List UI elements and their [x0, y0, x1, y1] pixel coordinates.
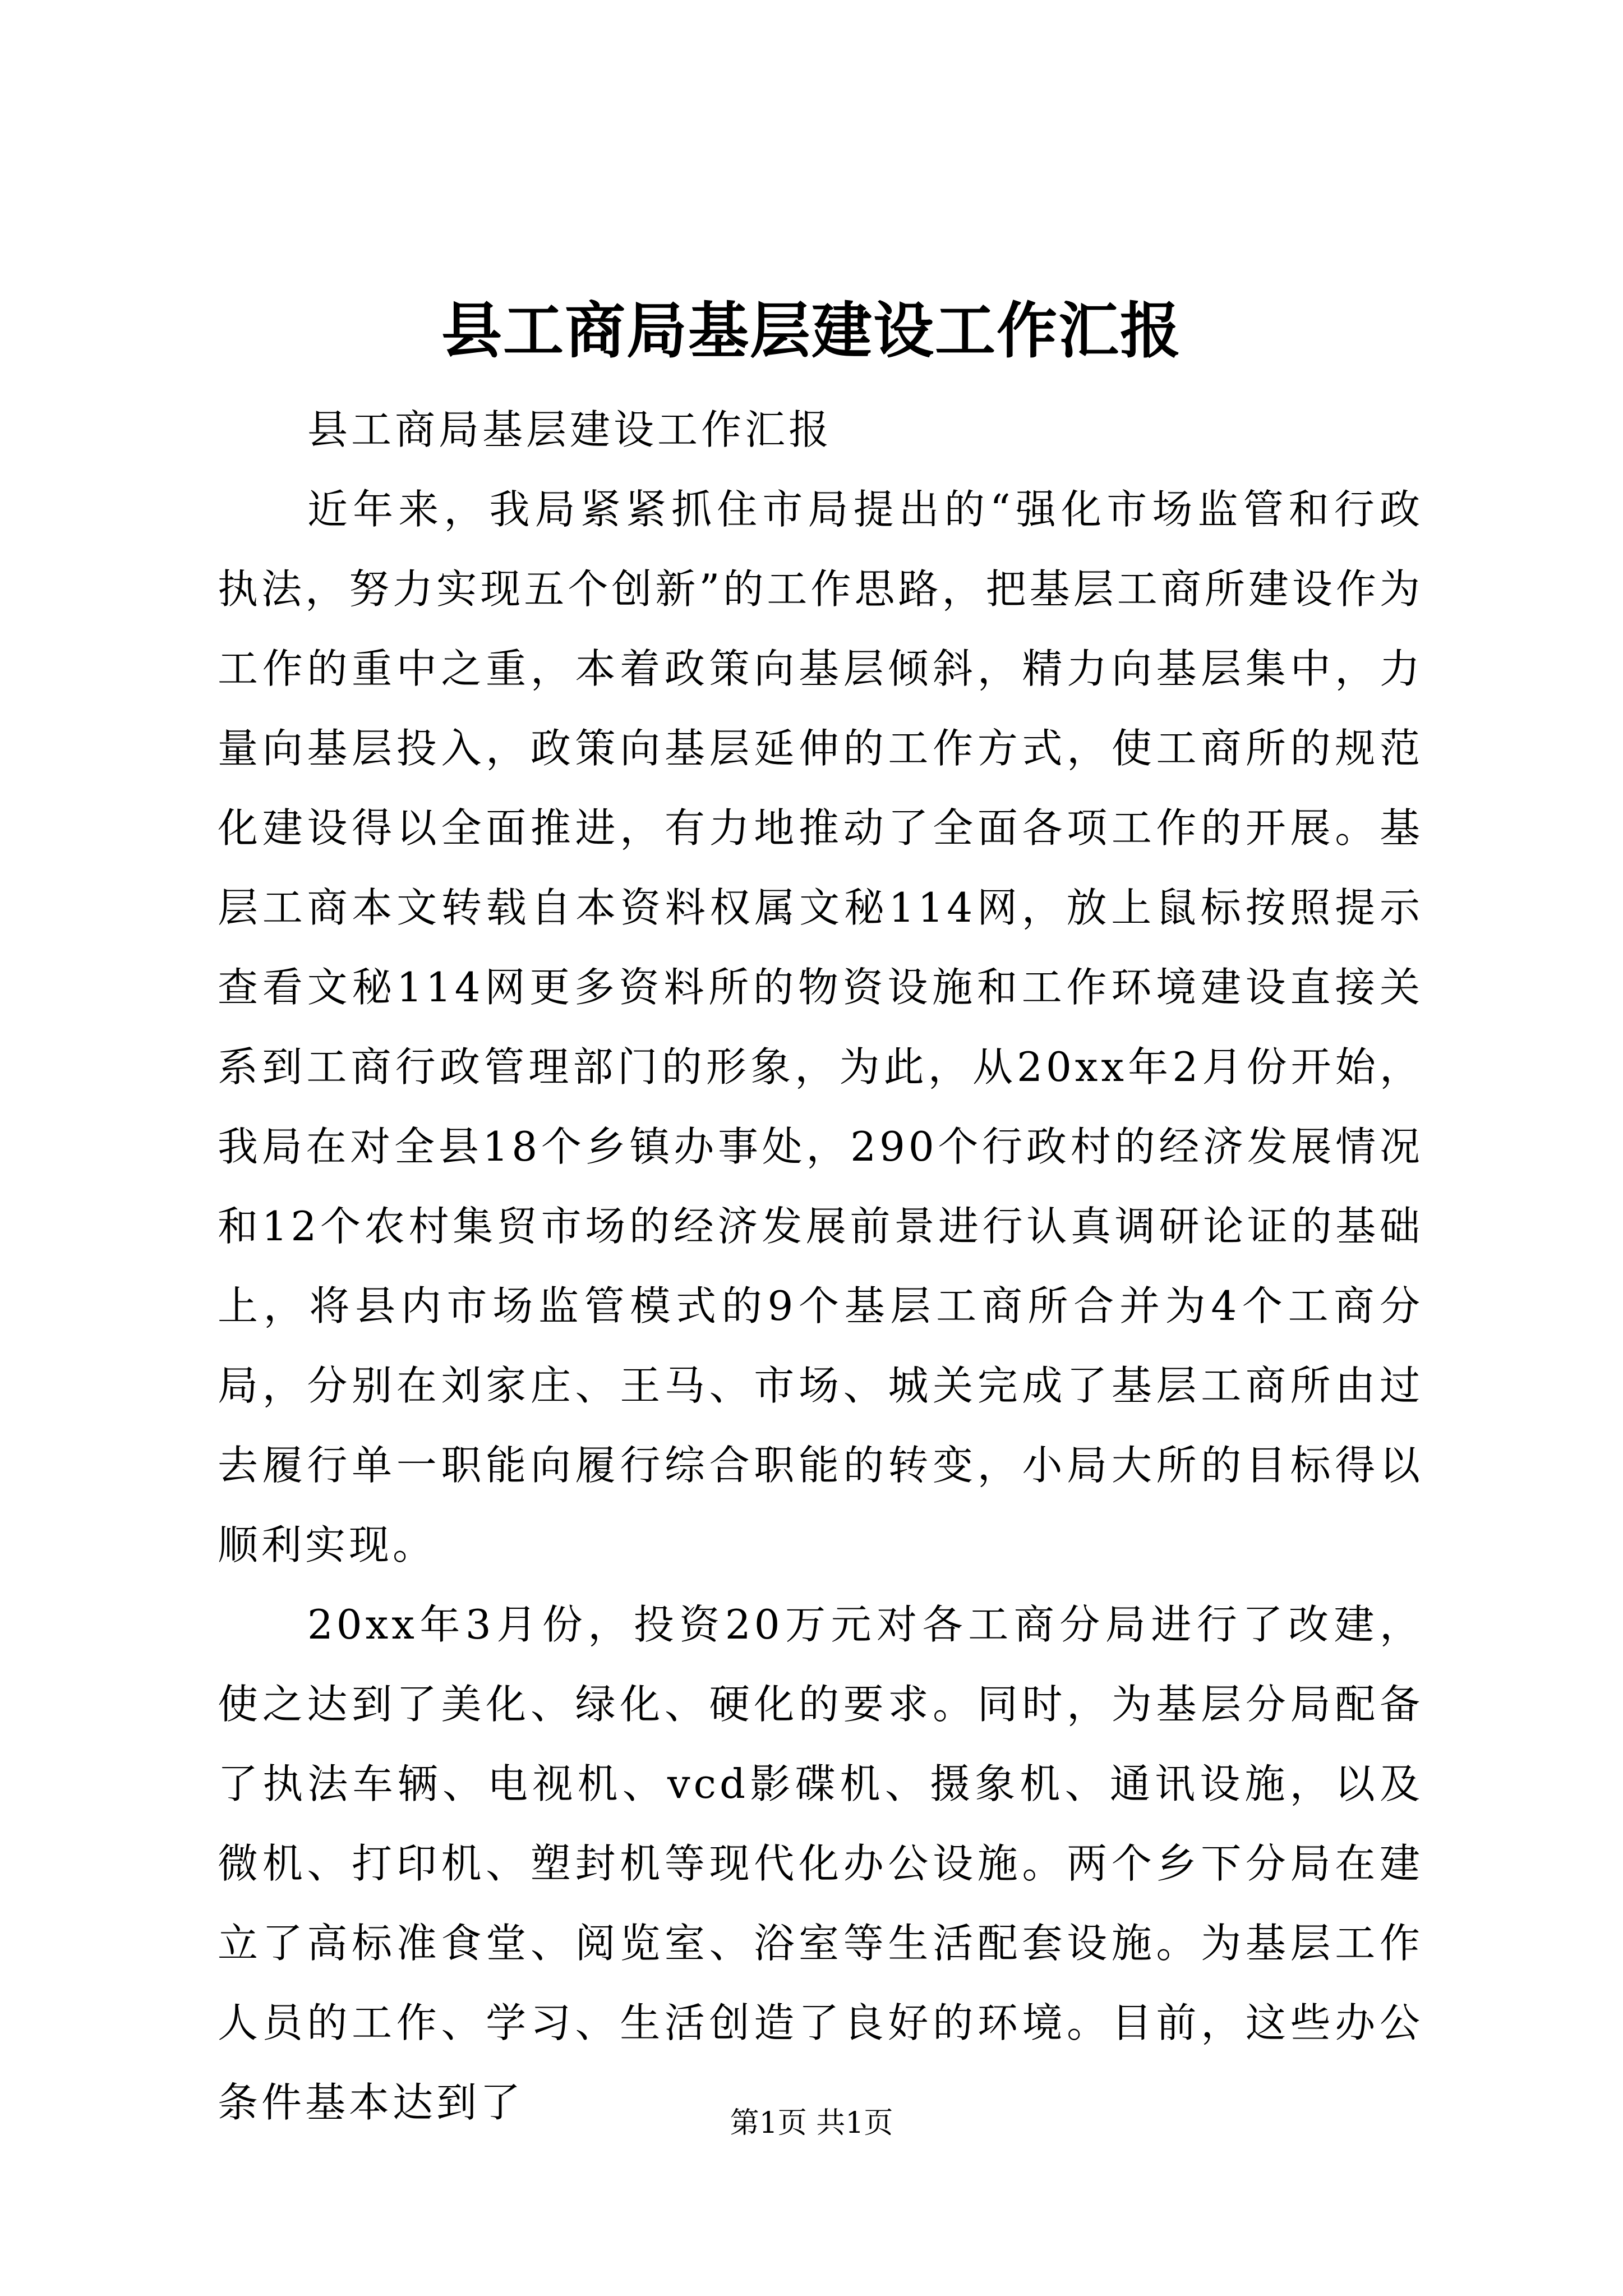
body-paragraph: 20xx年3月份，投资20万元对各工商分局进行了改建，使之达到了美化、绿化、硬化的要求。同时，为基层分局配备了执法车辆、电视机、vcd影碟机、摄象机、通讯设施，以及微机、打印机、塑封机等现代化办公设施。两个乡下分局在建立了高标准食堂、阅览室、浴室等生活配套设施。为基层工作人员的工作、学习、生活创造了良好的环境。目前，这些办公条件基本达到了	[218, 1601, 1423, 2126]
document-body	[218, 390, 1423, 2142]
subtitle-paragraph: 县工商局基层建设工作汇报	[307, 406, 833, 453]
body-paragraph: 近年来，我局紧紧抓住市局提出的“强化市场监管和行政执法，努力实现五个创新”的工作思路，把基层工商所建设作为工作的重中之重，本着政策向基层倾斜，精力向基层集中，力量向基层投入，政策向基层延伸的工作方式，使工商所的规范化建设得以全面推进，有力地推动了全面各项工作的开展。基层工商本文转载自本资料权属文秘114网，放上鼠标按照提示查看文秘114网更多资料所的物资设施和工作环境建设直接关系到工商行政管理部门的形象，为此，从20xx年2月份开始，我局在对全县18个乡镇办事处，290个行政村的经济发展情况和12个农村集贸市场的经济发展前景进行认真调研论证的基础上，将县内市场监管模式的9个基层工商所合并为4个工商分局，分别在刘家庄、王马、市场、城关完成了基层工商所由过去履行单一职能向履行综合职能的转变，小局大所的目标得以顺利实现。	[218, 486, 1423, 1568]
document-title: 县工商局基层建设工作汇报	[441, 296, 1182, 366]
page-number-footer: 第1页 共1页	[730, 2106, 893, 2140]
